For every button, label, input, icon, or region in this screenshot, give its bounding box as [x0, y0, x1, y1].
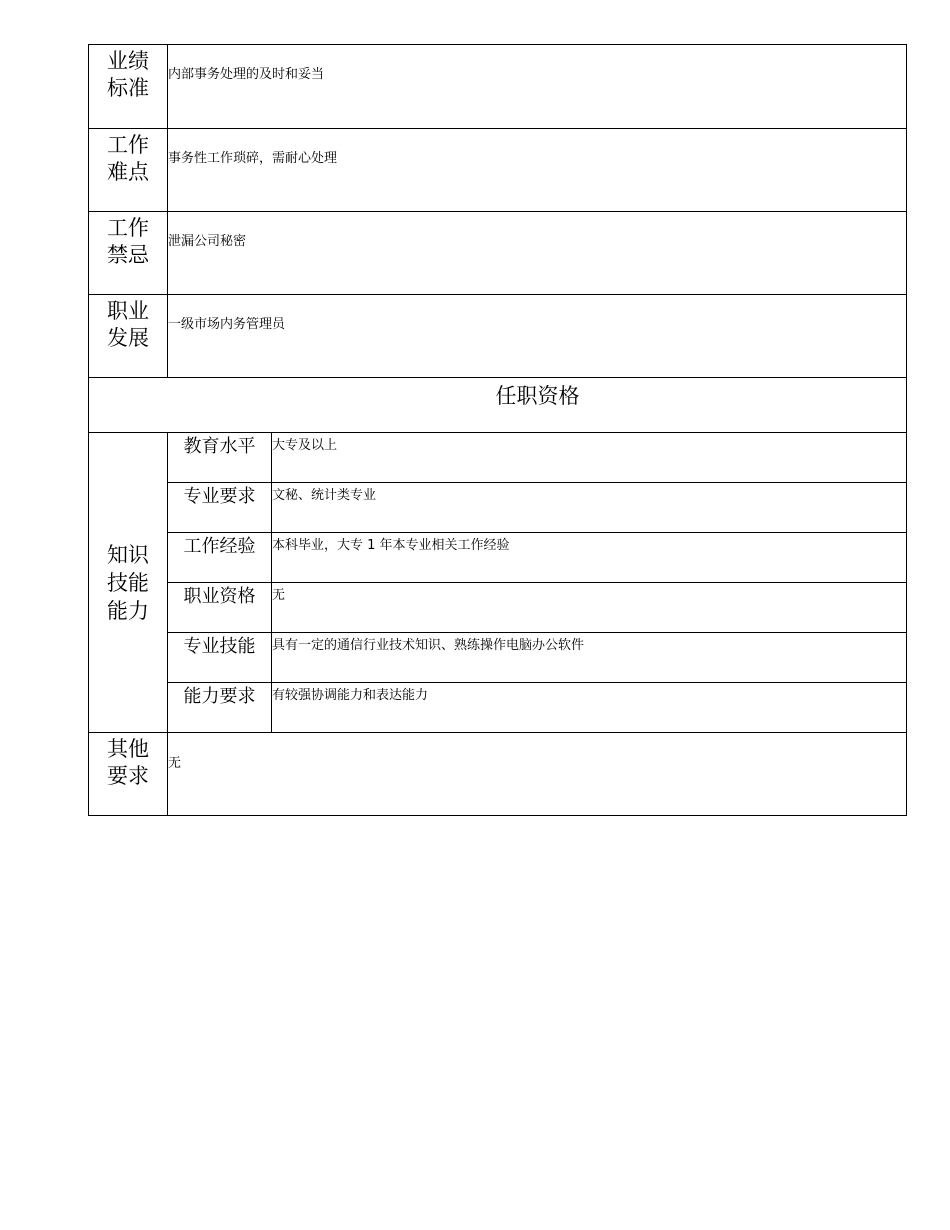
table-row-career — [89, 295, 907, 378]
label-line: 禁忌 — [107, 243, 149, 267]
label-line: 工作 — [107, 133, 149, 157]
group-label-knowledge-skills — [89, 433, 168, 733]
sub-value-ability: 有较强协调能力和表达能力 — [272, 683, 907, 733]
table-row-taboo — [89, 212, 907, 295]
label-line: 知识 — [107, 542, 149, 567]
table-row-difficulty — [89, 129, 907, 212]
table-row-skills — [89, 633, 907, 683]
sub-label-experience: 工作经验 — [168, 533, 272, 583]
table-row-performance — [89, 45, 907, 129]
sub-value-major: 文秘、统计类专业 — [272, 483, 907, 533]
sub-label-major: 专业要求 — [168, 483, 272, 533]
table-row-other — [89, 733, 907, 816]
label-line: 标准 — [107, 76, 149, 100]
section-header-row — [89, 378, 907, 433]
sub-value-skills: 具有一定的通信行业技术知识、熟练操作电脑办公软件 — [272, 633, 907, 683]
table-row-experience — [89, 533, 907, 583]
sub-value-experience: 本科毕业，大专 1 年本专业相关工作经验 — [272, 533, 907, 583]
sub-label-ability: 能力要求 — [168, 683, 272, 733]
table-row-education — [89, 433, 907, 483]
sub-label-certification: 职业资格 — [168, 583, 272, 633]
sub-value-education: 大专及以上 — [272, 433, 907, 483]
label-line: 技能 — [107, 570, 149, 595]
sub-value-certification: 无 — [272, 583, 907, 633]
sub-label-education: 教育水平 — [168, 433, 272, 483]
table-row-major — [89, 483, 907, 533]
table-row-ability — [89, 683, 907, 733]
label-line: 职业 — [107, 299, 149, 323]
row-value-other: 无 — [168, 733, 907, 816]
row-label-career — [89, 295, 168, 378]
section-header-qualifications: 任职资格 — [89, 378, 907, 433]
row-value-difficulty: 事务性工作琐碎，需耐心处理 — [168, 129, 907, 212]
row-label-performance — [89, 45, 168, 129]
job-description-table — [88, 44, 907, 816]
row-label-difficulty — [89, 129, 168, 212]
table-row-certification — [89, 583, 907, 633]
row-value-performance: 内部事务处理的及时和妥当 — [168, 45, 907, 129]
label-line: 能力 — [107, 598, 149, 623]
row-label-taboo — [89, 212, 168, 295]
label-line: 业绩 — [107, 49, 149, 73]
sub-label-skills: 专业技能 — [168, 633, 272, 683]
label-line: 难点 — [107, 160, 149, 184]
row-value-taboo: 泄漏公司秘密 — [168, 212, 907, 295]
label-line: 发展 — [107, 326, 149, 350]
row-value-career: 一级市场内务管理员 — [168, 295, 907, 378]
label-line: 要求 — [107, 764, 149, 788]
label-line: 工作 — [107, 216, 149, 240]
label-line: 其他 — [107, 737, 149, 761]
row-label-other — [89, 733, 168, 816]
